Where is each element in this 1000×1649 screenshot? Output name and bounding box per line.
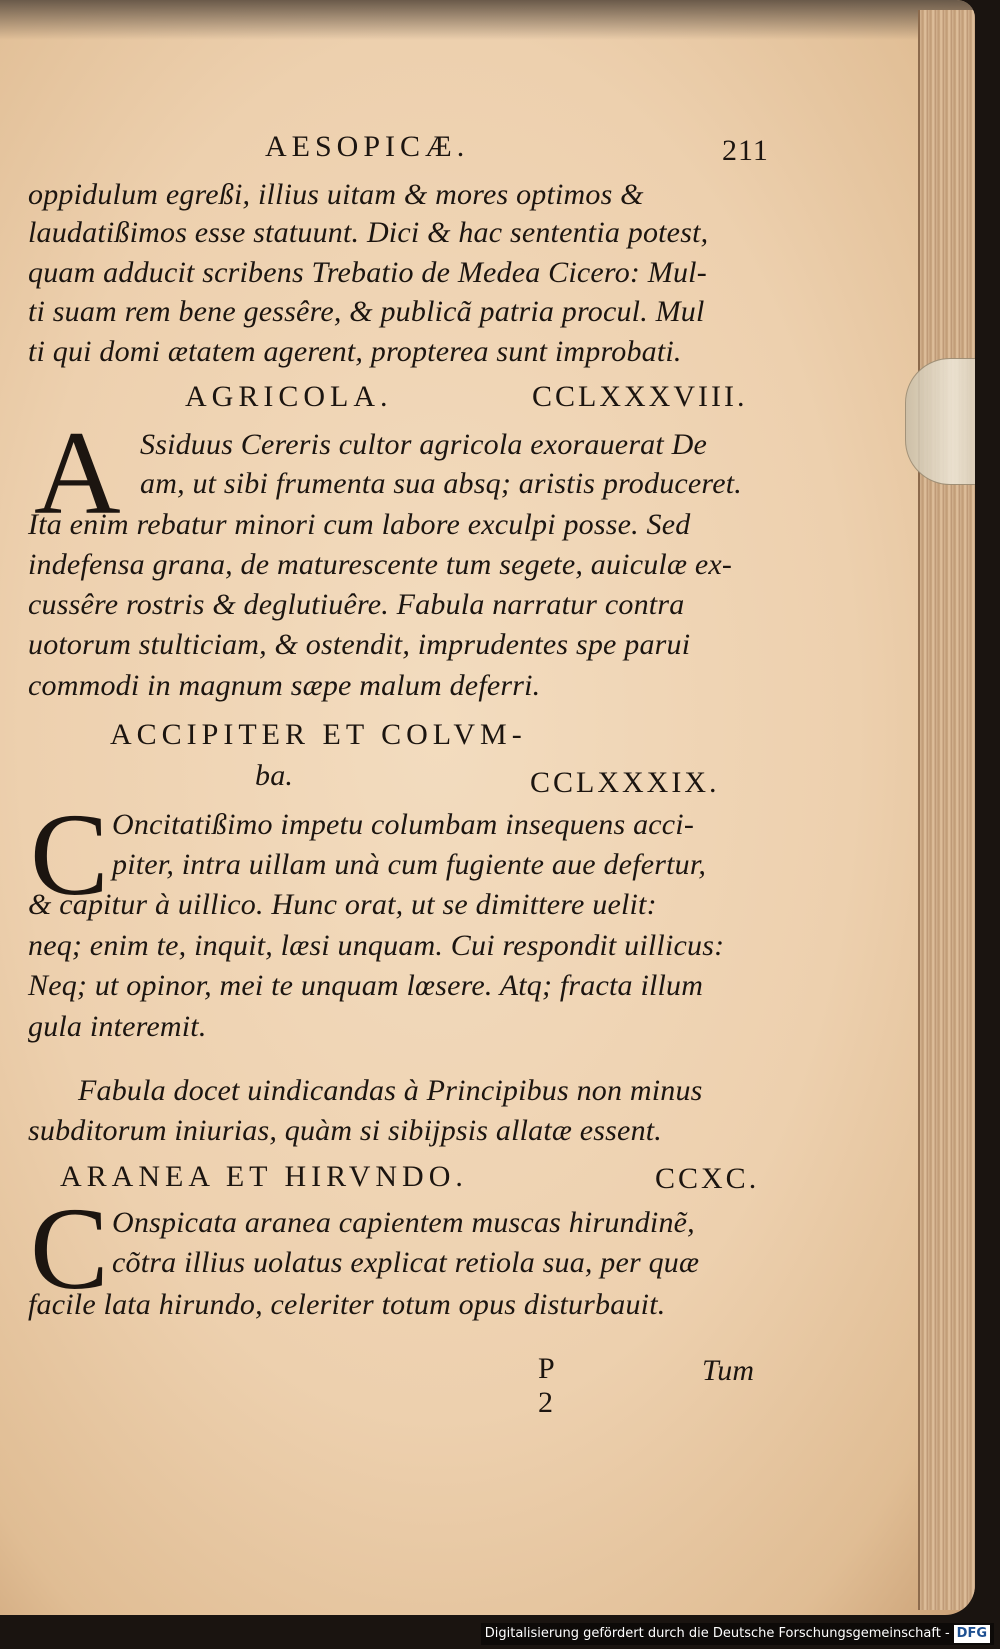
text-line: & capitur à uillico. Hunc orat, ut se dimittere uelit:: [28, 888, 657, 921]
credit-text: Digitalisierung gefördert durch die Deutsche Forschungsgemeinschaft -: [484, 1626, 950, 1641]
text-line: Ssiduus Cereris cultor agricola exorauerat De: [140, 428, 708, 461]
fable-title-continued: ba.: [255, 759, 294, 792]
text-line: piter, intra uillam unà cum fugiente aue defertur,: [112, 848, 707, 881]
catchword: Tum: [702, 1354, 755, 1387]
text-line: ti qui domi ætatem agerent, propterea sunt improbati.: [28, 335, 682, 368]
text-line: oppidulum egreßi, illius uitam & mores optimos &: [28, 178, 644, 211]
text-line: cõtra illius uolatus explicat retiola sua, per quæ: [112, 1246, 700, 1279]
text-line: indefensa grana, de maturescente tum segete, auiculæ ex-: [28, 548, 733, 581]
drop-cap: C: [30, 789, 109, 920]
fable-title: ACCIPITER ET COLVM-: [110, 718, 527, 751]
page-number: 211: [722, 134, 769, 167]
text-line: facile lata hirundo, celeriter totum opus disturbauit.: [28, 1288, 666, 1321]
text-line: cussêre rostris & deglutiuêre. Fabula narratur contra: [28, 588, 685, 621]
fable-number: CCXC.: [655, 1162, 760, 1195]
dfg-logo: DFG: [954, 1625, 990, 1643]
digitization-credit: [481, 1623, 994, 1645]
page-edges: [918, 10, 975, 1610]
fable-title: AGRICOLA.: [185, 380, 393, 413]
text-line: laudatißimos esse statuunt. Dici & hac sententia potest,: [28, 216, 709, 249]
signature-mark: P 2: [538, 1352, 562, 1419]
fable-number: CCLXXXVIII.: [532, 380, 748, 413]
drop-cap: A: [34, 406, 121, 539]
text-line: Oncitatißimo impetu columbam insequens acci-: [112, 808, 695, 841]
moral-line: subditorum iniurias, quàm si sibijpsis allatæ essent.: [28, 1114, 663, 1147]
text-line: commodi in magnum sæpe malum deferri.: [28, 669, 541, 702]
page-top-shadow: [0, 0, 975, 40]
drop-cap: C: [30, 1183, 109, 1314]
text-line: ti suam rem bene gessêre, & publicã patria procul. Mul: [28, 295, 705, 328]
running-title: AESOPICÆ.: [265, 130, 470, 163]
text-line: neq; enim te, inquit, læsi unquam. Cui respondit uillicus:: [28, 929, 725, 962]
text-line: uotorum stulticiam, & ostendit, imprudentes spe parui: [28, 628, 691, 661]
page-clip: [905, 358, 975, 485]
text-line: gula interemit.: [28, 1010, 207, 1043]
fable-title: ARANEA ET HIRVNDO.: [60, 1160, 468, 1193]
text-line: Onspicata aranea capientem muscas hirundinẽ,: [112, 1206, 695, 1239]
fable-number: CCLXXXIX.: [530, 766, 720, 799]
moral-line: Fabula docet uindicandas à Principibus non minus: [78, 1074, 703, 1107]
text-line: quam adducit scribens Trebatio de Medea Cicero: Mul-: [28, 256, 707, 289]
text-line: Ita enim rebatur minori cum labore exculpi posse. Sed: [28, 508, 691, 541]
text-line: am, ut sibi frumenta sua absq; aristis produceret.: [140, 467, 742, 500]
text-line: Neq; ut opinor, mei te unquam lœsere. Atq; fracta illum: [28, 969, 704, 1002]
